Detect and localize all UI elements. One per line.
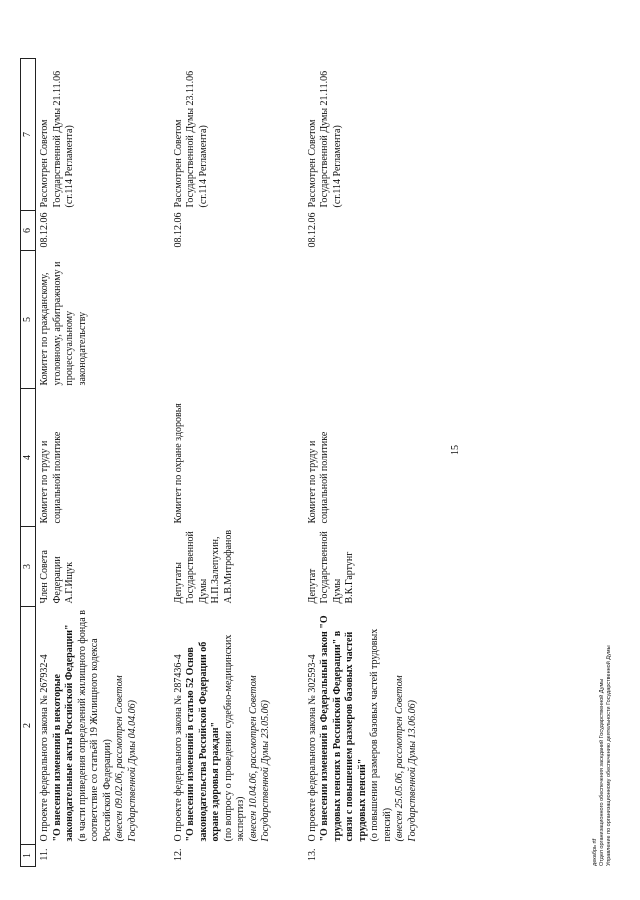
table-row: [36, 59, 170, 867]
column-header-2: 2: [21, 607, 36, 845]
review-date: 08.12.06: [306, 212, 318, 248]
column-header-1: 1: [21, 845, 36, 867]
bill-intro: О проекте федерального закона № 302593-4: [306, 654, 318, 842]
row-number: 12.: [172, 848, 184, 861]
status-note: Рассмотрен Советом Государственной Думы 23.11.06 (ст.114 Регламента): [172, 70, 209, 208]
bill-description: [170, 607, 304, 845]
bill-description: [36, 607, 170, 845]
bill-note: (о повышении размеров базовых частей трудовых пенсий): [369, 628, 393, 842]
status-note: Рассмотрен Советом Государственной Думы 21.11.06 (ст.114 Регламента): [39, 70, 75, 208]
bill-meta: (внесен 25.05.06, рассмотрен Советом Государственной Думы 13.06.06): [394, 675, 418, 842]
responsible-committee: Комитет по охране здоровья: [172, 403, 184, 524]
page-number: 15: [450, 445, 461, 455]
initiator: Депутат Государственной Думы В.К.Гартунг: [306, 531, 355, 604]
column-header-7: 7: [21, 59, 36, 211]
row-number: 13.: [306, 848, 318, 861]
column-header-5: 5: [21, 251, 36, 389]
bill-intro: О проекте федерального закона № 267932-4: [39, 654, 50, 842]
bill-note: (в части приведения определений жилищного фонда в соответствие со статьёй 19 Жилищного кодекса Российской Федерации): [76, 610, 113, 842]
bill-title: "О внесении изменений в Федеральный закон "О трудовых пенсиях в Российской Федерации" в связи с повышением размеров базовых частей трудовых пенсий": [319, 615, 368, 842]
footer-filename: декабрь rtf: [592, 838, 598, 866]
footer-directorate: Управление по организационному обеспечению деятельности Государственной Думы: [606, 645, 612, 866]
bill-description: [304, 607, 438, 845]
initiator: Член Совета Федерации А.Г.Ищук: [39, 550, 75, 604]
bill-meta: (внесен 09.02.06, рассмотрен Советом Государственной Думы 04.04.06): [114, 675, 138, 842]
table-row: [304, 59, 438, 867]
column-header-6: 6: [21, 211, 36, 251]
bill-intro: О проекте федерального закона № 287436-4: [172, 654, 184, 842]
initiator: Депутаты Государственной Думы Н.П.Залепухин, А.В.Митрофанов: [172, 529, 234, 604]
co-executor-committee: [304, 251, 438, 389]
column-header-3: 3: [21, 527, 36, 607]
bills-table: [20, 58, 438, 867]
table-row: [170, 59, 304, 867]
bill-note: (по вопросу о проведении судебно-медицинских экспертиз): [222, 634, 246, 842]
review-date: 08.12.06: [172, 212, 184, 248]
row-number: 11.: [39, 848, 50, 861]
footer-department: Отдел организационного обеспечения заседаний Государственной Думы: [599, 678, 605, 866]
review-date: 08.12.06: [39, 212, 50, 248]
status-note: Рассмотрен Советом Государственной Думы 21.11.06 (ст.114 Регламента): [306, 70, 343, 208]
bill-title: "О внесении изменений в статью 52 Основ законодательства Российской Федерации об охране здоровья граждан": [185, 641, 221, 842]
co-executor-committee: [170, 251, 304, 389]
bill-meta: (внесен 10.04.06, рассмотрен Советом Государственной Думы 23.05.06): [247, 675, 271, 842]
header-row: [21, 59, 36, 867]
column-header-4: 4: [21, 389, 36, 527]
co-executor-committee: Комитет по гражданскому, уголовному, арбитражному и процессуальному законодательству: [39, 261, 88, 386]
responsible-committee: Комитет по труду и социальной политике: [306, 431, 330, 524]
document-footer: [592, 406, 613, 866]
bill-title: "О внесении изменений в некоторые законодательные акты Российской Федерации": [51, 624, 75, 842]
responsible-committee: Комитет по труду и социальной политике: [39, 431, 63, 524]
